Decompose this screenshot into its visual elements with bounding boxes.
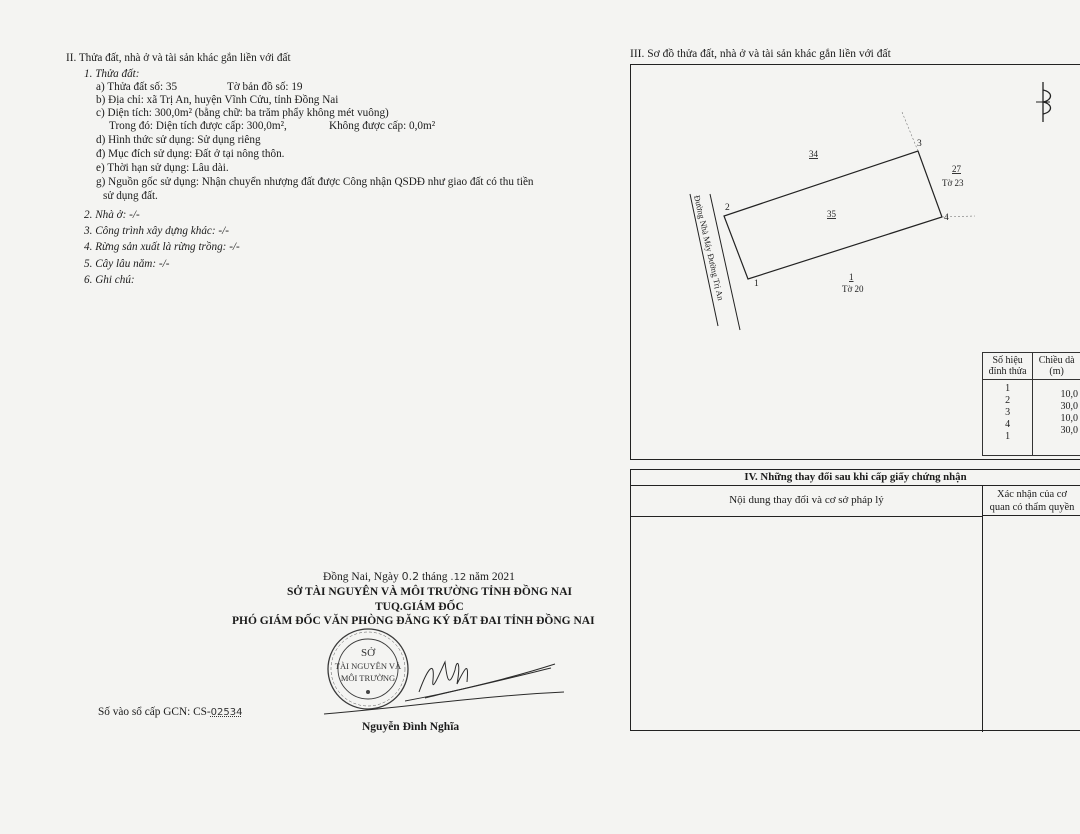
address: b) Địa chỉ: xã Trị An, huyện Vĩnh Cửu, tỉnh Đồng Nai: [96, 94, 339, 106]
section3-heading: III. Sơ đồ thửa đất, nhà ở và tài sản khác gắn liền với đất: [630, 48, 891, 60]
vertex-4-label: 4: [944, 213, 949, 223]
map-sheet-number: Tờ bản đồ số: 19: [227, 81, 303, 93]
parcel-27-label: 27: [952, 164, 961, 174]
seal-text-1: SỞ: [360, 647, 376, 659]
item1-heading: 1. Thửa đất:: [84, 68, 140, 80]
section-changes: [630, 469, 1080, 731]
issuing-org: SỞ TÀI NGUYÊN VÀ MÔI TRƯỜNG TỈNH ĐỒNG NAI: [287, 586, 572, 598]
column-divider: [982, 516, 983, 732]
item5-perennial: 5. Cây lâu năm: -/-: [84, 258, 170, 270]
use-form: d) Hình thức sử dụng: Sử dụng riêng: [96, 134, 261, 146]
north-arrow-icon: [1036, 82, 1051, 122]
vertex-2-label: 2: [725, 203, 730, 213]
date-year: năm 2021: [469, 571, 515, 583]
vertex-cell: 3: [1005, 407, 1011, 419]
vertex-cell: 1: [1005, 431, 1011, 443]
area: c) Diện tích: 300,0m² (bằng chữ: ba trăm phẩy không mét vuông): [96, 107, 389, 119]
item6-notes: 6. Ghi chú:: [84, 274, 135, 286]
date-day: 0.2: [401, 570, 420, 583]
tuq-line: TUQ.GIÁM ĐỐC: [375, 601, 464, 613]
parcel-1-label: 1: [849, 272, 854, 282]
registry-number: 02534: [210, 707, 243, 718]
use-purpose: đ) Mục đích sử dụng: Đất ở tại nông thôn.: [96, 148, 285, 160]
date-place: Đồng Nai, Ngày: [323, 571, 399, 583]
area-granted: Trong đó: Diện tích được cấp: 300,0m²,: [109, 120, 287, 132]
table-row: [983, 380, 1080, 456]
changes-content-header: Nội dung thay đổi và cơ sở pháp lý: [631, 486, 983, 517]
item2-house: 2. Nhà ở: -/-: [84, 209, 140, 221]
table-head-vertex-line1: Số hiệu: [992, 355, 1023, 367]
authority-header-line1: Xác nhận của cơ: [997, 489, 1067, 500]
sheet-23-label: Tờ 23: [942, 178, 964, 188]
registry-line: [98, 706, 242, 718]
table-head-vertex: [983, 353, 1033, 380]
length-column: [1033, 380, 1080, 456]
parcel-number: a) Thửa đất số: 35: [96, 81, 178, 93]
sheet-20-label: Tờ 20: [842, 284, 864, 294]
table-head-length: [1033, 353, 1080, 380]
vertex-cell: 2: [1005, 395, 1011, 407]
signature-underline: [320, 690, 570, 720]
table-head-vertex-line2: đỉnh thửa: [988, 366, 1027, 378]
use-origin-cont: sử dụng đất.: [103, 190, 158, 202]
signer-name: Nguyễn Đình Nghĩa: [362, 721, 460, 733]
table-head-length-line2: (m): [1049, 366, 1064, 378]
section2-heading: II. Thửa đất, nhà ở và tài sản khác gắn liền với đất: [66, 52, 291, 64]
edge-length-table: [982, 352, 1080, 456]
use-origin: g) Nguồn gốc sử dụng: Nhận chuyển nhượng đất được Công nhận QSDĐ như giao đất có thu tiền: [96, 176, 534, 188]
area-not-granted: Không được cấp: 0,0m²: [329, 120, 436, 132]
vertex-cell: 4: [1005, 419, 1011, 431]
item4-forest: 4. Rừng sản xuất là rừng trồng: -/-: [84, 241, 240, 253]
date-month-word: tháng: [421, 571, 448, 583]
date-line: [323, 570, 515, 584]
parcel-34-label: 34: [809, 149, 818, 159]
vertex-column: [983, 380, 1033, 456]
length-cell: 10,0: [1060, 413, 1078, 425]
authority-header-line2: quan có thẩm quyền: [989, 502, 1075, 513]
seal-text-2: TÀI NGUYÊN VÀ: [334, 661, 402, 671]
item3-construction: 3. Công trình xây dựng khác: -/-: [84, 225, 229, 237]
parcel-35-label: 35: [827, 209, 836, 219]
vertex-1-label: 1: [754, 279, 759, 289]
length-cell: 30,0: [1060, 425, 1078, 437]
use-term: e) Thời hạn sử dụng: Lâu dài.: [96, 162, 229, 174]
date-month: .12: [450, 572, 467, 583]
registry-label: Số vào sổ cấp GCN: CS-: [98, 706, 211, 718]
authority-confirmation-header: [983, 486, 1080, 516]
length-cell: 10,0: [1060, 389, 1078, 401]
seal-text-3: MÔI TRƯỜNG: [340, 673, 396, 683]
signer-title: PHÓ GIÁM ĐỐC VĂN PHÒNG ĐĂNG KÝ ĐẤT ĐAI TỈNH ĐỒNG NAI: [232, 615, 595, 627]
vertex-cell: 1: [1005, 383, 1011, 395]
table-head-length-line1: Chiều dà: [1038, 355, 1075, 367]
section4-title: IV. Những thay đổi sau khi cấp giấy chứng nhận: [631, 470, 1080, 486]
length-cell: 30,0: [1060, 401, 1078, 413]
vertex-3-label: 3: [917, 139, 922, 149]
road-name: Đường Nhà Máy Đường Trị An: [692, 194, 727, 302]
